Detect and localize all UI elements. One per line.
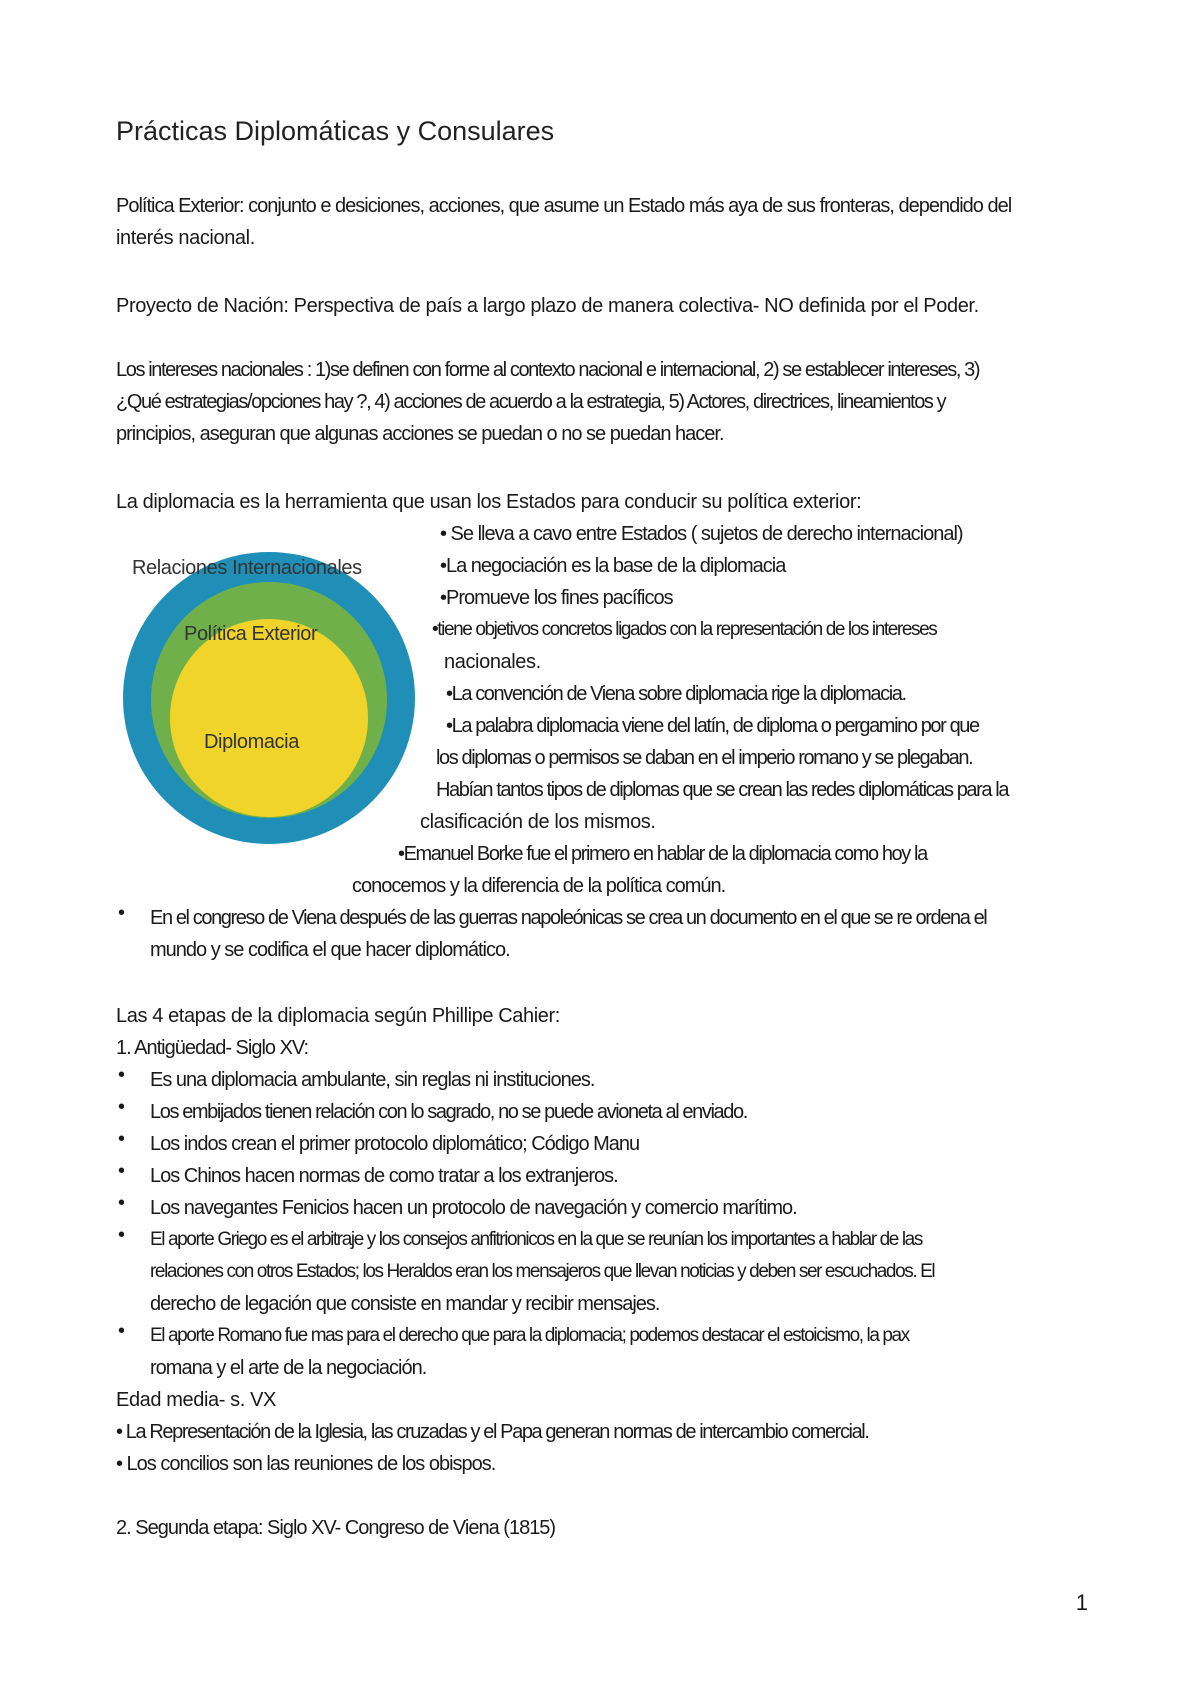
etapa-1-title: 1. Antigüedad- Siglo XV: bbox=[116, 1037, 309, 1059]
etapa-1-item-2: Los embijados tienen relación con lo sagrado, no se puede avioneta al enviado. bbox=[150, 1101, 747, 1123]
concentric-circles-diagram bbox=[116, 548, 426, 848]
etapa-1-item-6-line-1: El aporte Griego es el arbitraje y los consejos anfitrionicos en la que se reunían los importantes a hablar de las bbox=[150, 1229, 922, 1250]
politica-exterior-line-2: interés nacional. bbox=[116, 227, 255, 249]
edad-media-item-1: • La Representación de la Iglesia, las cruzadas y el Papa generan normas de intercambio comercial. bbox=[116, 1421, 869, 1443]
document-title: Prácticas Diplomáticas y Consulares bbox=[116, 116, 555, 146]
edad-media-item-2: • Los concilios son las reuniones de los obispos. bbox=[116, 1453, 496, 1475]
etapa-1-item-5: Los navegantes Fenicios hacen un protocolo de navegación y comercio marítimo. bbox=[150, 1197, 797, 1219]
side-bullet-1: • Se lleva a cavo entre Estados ( sujetos de derecho internacional) bbox=[440, 523, 963, 545]
etapa-1-item-6-line-2: relaciones con otros Estados; los Heraldos eran los mensajeros que llevan noticias y deben ser escuchados. El bbox=[150, 1261, 935, 1282]
etapa-1-item-3: Los indos crean el primer protocolo diplomático; Código Manu bbox=[150, 1133, 640, 1155]
side-bullet-6-line-2: los diplomas o permisos se daban en el imperio romano y se plegaban. bbox=[436, 747, 973, 769]
bullet-marker: • bbox=[118, 1160, 126, 1182]
intereses-line-3: principios, aseguran que algunas acciones se puedan o no se puedan hacer. bbox=[116, 423, 724, 445]
side-bullet-6-line-1: •La palabra diplomacia viene del latín, de diploma o pergamino por que bbox=[446, 715, 979, 737]
diagram-inner-label: Diplomacia bbox=[204, 731, 299, 753]
etapa-1-item-6-line-3: derecho de legación que consiste en mandar y recibir mensajes. bbox=[150, 1293, 660, 1315]
page-number: 1 bbox=[1075, 1590, 1088, 1615]
bullet-marker: • bbox=[118, 1064, 126, 1086]
side-bullet-2: •La negociación es la base de la diplomacia bbox=[440, 555, 786, 577]
side-bullet-3: •Promueve los fines pacíficos bbox=[440, 587, 673, 609]
side-bullet-4-line-2: nacionales. bbox=[444, 651, 541, 673]
congreso-viena-line-2: mundo y se codifica el que hacer diplomático. bbox=[150, 939, 510, 961]
diplomacia-intro: La diplomacia es la herramienta que usan los Estados para conducir su política exterior: bbox=[116, 491, 862, 513]
bullet-marker: • bbox=[118, 1224, 126, 1246]
side-bullet-6-line-4: clasificación de los mismos. bbox=[420, 811, 656, 833]
edad-media-title: Edad media- s. VX bbox=[116, 1389, 276, 1411]
side-bullet-6-line-3: Habían tantos tipos de diplomas que se crean las redes diplomáticas para la bbox=[436, 779, 1009, 801]
side-bullet-7-line-2: conocemos y la diferencia de la política común. bbox=[352, 875, 726, 897]
diagram-middle-label: Política Exterior bbox=[184, 623, 318, 645]
side-bullet-5: •La convención de Viena sobre diplomacia rige la diplomacia. bbox=[446, 683, 906, 705]
segunda-etapa-heading: 2. Segunda etapa: Siglo XV- Congreso de Viena (1815) bbox=[116, 1517, 556, 1539]
bullet-marker: • bbox=[118, 902, 126, 924]
intereses-line-1: Los intereses nacionales : 1)se definen con forme al contexto nacional e internacional, 2) se establecer intereses, 3) bbox=[116, 359, 980, 381]
intereses-line-2: ¿Qué estrategias/opciones hay ?, 4) acciones de acuerdo a la estrategia, 5) Actores, directrices, lineamientos y bbox=[116, 391, 946, 413]
etapa-1-item-1: Es una diplomacia ambulante, sin reglas ni instituciones. bbox=[150, 1069, 595, 1091]
side-bullet-7-line-1: •Emanuel Borke fue el primero en hablar de la diplomacia como hoy la bbox=[398, 843, 927, 865]
diagram-outer-label: Relaciones Internacionales bbox=[132, 557, 362, 579]
bullet-marker: • bbox=[118, 1320, 126, 1342]
etapas-title: Las 4 etapas de la diplomacia según Phillipe Cahier: bbox=[116, 1005, 560, 1027]
bullet-marker: • bbox=[118, 1128, 126, 1150]
side-bullet-4-line-1: •tiene objetivos concretos ligados con la representación de los intereses bbox=[432, 619, 937, 640]
etapa-1-item-7-line-2: romana y el arte de la negociación. bbox=[150, 1357, 427, 1379]
bullet-marker: • bbox=[118, 1192, 126, 1214]
congreso-viena-line-1: En el congreso de Viena después de las guerras napoleónicas se crea un documento en el que se re ordena el bbox=[150, 907, 987, 929]
politica-exterior-line-1: Política Exterior: conjunto e desiciones, acciones, que asume un Estado más aya de sus fronteras, dependido del bbox=[116, 195, 1012, 217]
etapa-1-item-7-line-1: El aporte Romano fue mas para el derecho que para la diplomacia; podemos destacar el estoicismo, la pax bbox=[150, 1325, 909, 1346]
etapa-1-item-4: Los Chinos hacen normas de como tratar a los extranjeros. bbox=[150, 1165, 618, 1187]
bullet-marker: • bbox=[118, 1096, 126, 1118]
proyecto-nacion-paragraph: Proyecto de Nación: Perspectiva de país a largo plazo de manera colectiva- NO definida por el Poder. bbox=[116, 295, 979, 317]
